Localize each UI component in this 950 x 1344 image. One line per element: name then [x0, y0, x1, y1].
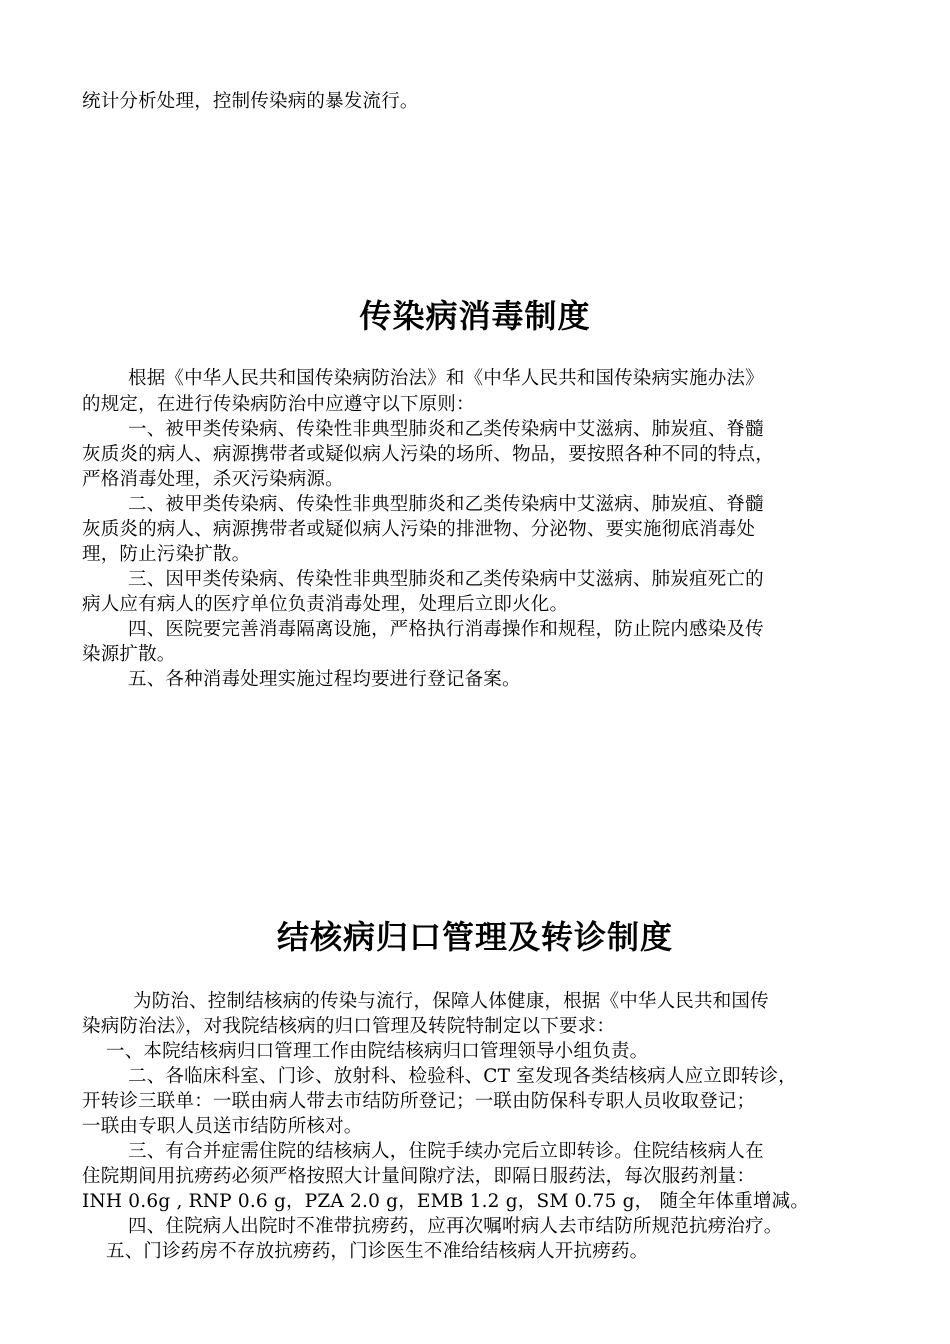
paragraph-line: 为防治、控制结核病的传染与流行，保障人体健康，根据《中华人民共和国传: [133, 991, 769, 1012]
paragraph-line: 三、有合并症需住院的结核病人，住院手续办完后立即转诊。住院结核病人在: [128, 1141, 764, 1162]
paragraph-line: 染源扩散。: [82, 644, 176, 665]
paragraph-line: 住院期间用抗痨药必须严格按照大计量间隙疗法，即隔日服药法，每次服药剂量：: [82, 1166, 756, 1187]
paragraph-line: 一联由专职人员送市结防所核对。: [82, 1116, 363, 1137]
paragraph-line: 一、本院结核病归口管理工作由院结核病归口管理领导小组负责。: [106, 1041, 649, 1062]
paragraph-line: 一、被甲类传染病、传染性非典型肺炎和乙类传染病中艾滋病、肺炭疽、脊髓: [128, 419, 764, 440]
paragraph-line: 严格消毒处理，杀灭污染病源。: [82, 469, 344, 490]
paragraph-line: 五、各种消毒处理实施过程均要进行登记备案。: [128, 669, 521, 690]
section-title-disinfection: 传染病消毒制度: [359, 297, 591, 335]
paragraph-line: 灰质炎的病人、病源携带者或疑似病人污染的排泄物、分泌物、要实施彻底消毒处: [82, 519, 756, 540]
paragraph-line: 四、住院病人出院时不准带抗痨药，应再次嘱咐病人去市结防所规范抗痨治疗。: [128, 1216, 783, 1237]
paragraph-line: 理，防止污染扩散。: [82, 544, 251, 565]
paragraph-line: 灰质炎的病人、病源携带者或疑似病人污染的场所、物品，要按照各种不同的特点，: [82, 444, 774, 465]
paragraph-line: 根据《中华人民共和国传染病防治法》和《中华人民共和国传染病实施办法》: [128, 368, 764, 389]
paragraph-line: 三、因甲类传染病、传染性非典型肺炎和乙类传染病中艾滋病、肺炭疽死亡的: [128, 569, 764, 590]
paragraph-line: INH 0.6g , RNP 0.6 g，PZA 2.0 g，EMB 1.2 g，SM 0.75 g， 随全年体重增减。: [82, 1191, 810, 1212]
section-title-tuberculosis: 结核病归口管理及转诊制度: [276, 918, 673, 956]
paragraph-line: 五、门诊药房不存放抗痨药，门诊医生不准给结核病人开抗痨药。: [106, 1241, 649, 1262]
paragraph-line: 四、医院要完善消毒隔离设施，严格执行消毒操作和规程，防止院内感染及传: [128, 619, 764, 640]
paragraph-line: 染病防治法》，对我院结核病的归口管理及转院特制定以下要求：: [82, 1016, 616, 1037]
paragraph-line: 二、被甲类传染病、传染性非典型肺炎和乙类传染病中艾滋病、肺炭疽、脊髓: [128, 494, 764, 515]
paragraph-line: 开转诊三联单：一联由病人带去市结防所登记；一联由防保科专职人员收取登记；: [82, 1091, 756, 1112]
intro-line: 统计分析处理，控制传染病的暴发流行。: [82, 91, 419, 112]
paragraph-line: 二、各临床科室、门诊、放射科、检验科、CT 室发现各类结核病人应立即转诊，: [128, 1066, 797, 1087]
paragraph-line: 的规定，在进行传染病防治中应遵守以下原则：: [82, 394, 475, 415]
paragraph-line: 病人应有病人的医疗单位负责消毒处理，处理后立即火化。: [82, 594, 569, 615]
